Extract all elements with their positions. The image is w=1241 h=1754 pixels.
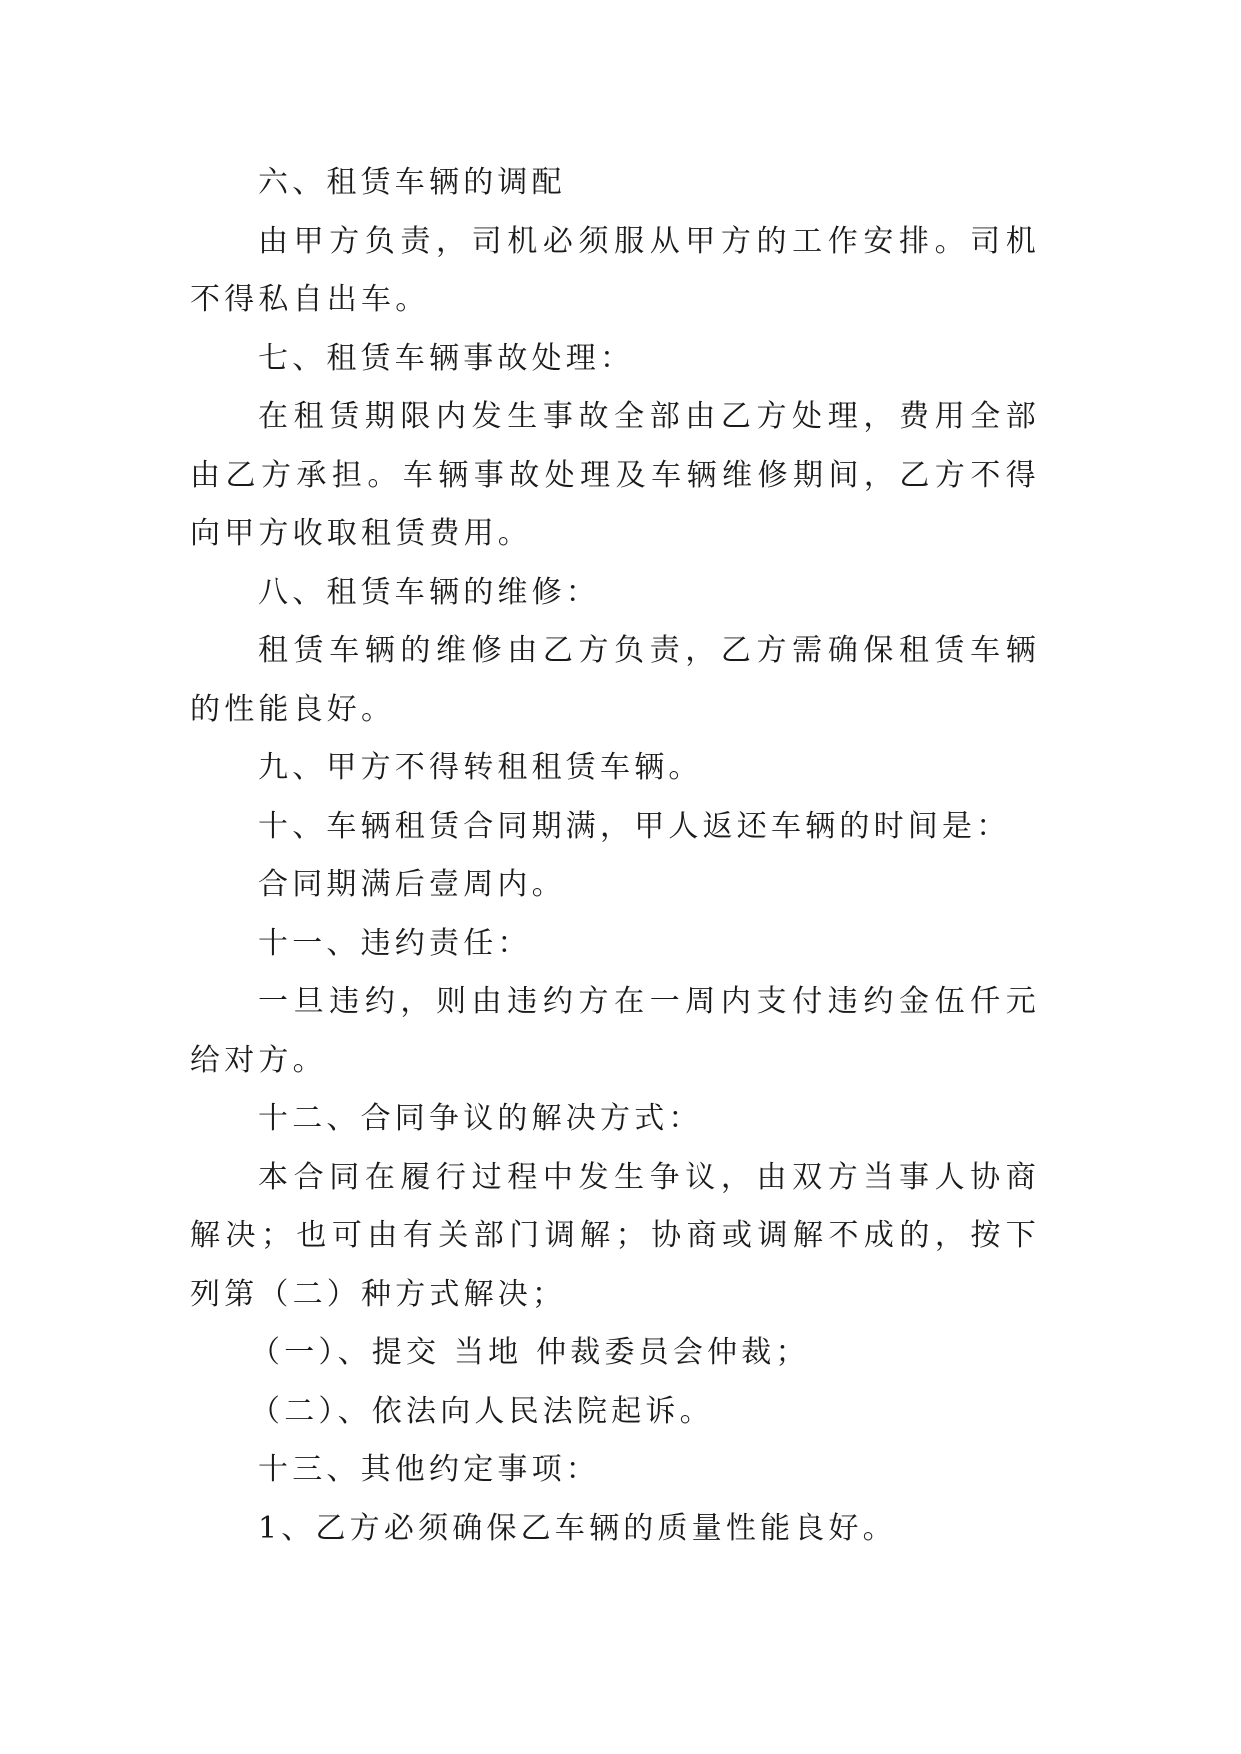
dispute-option-2: （二）、依法向人民法院起诉。 bbox=[250, 1393, 714, 1429]
section-heading-10: 十、车辆租赁合同期满，甲人返还车辆的时间是： bbox=[258, 808, 1011, 844]
section-heading-9: 九、甲方不得转租租赁车辆。 bbox=[258, 750, 703, 785]
section-heading-13: 十三、其他约定事项： bbox=[258, 1452, 600, 1487]
contract-body bbox=[190, 154, 1040, 1558]
section-body-11: 一旦违约，则由违约方在一周内支付违约金伍仟元给对方。 bbox=[190, 984, 1040, 1078]
section-body-8: 租赁车辆的维修由乙方负责，乙方需确保租赁车辆的性能良好。 bbox=[190, 633, 1040, 727]
section-heading-7: 七、租赁车辆事故处理： bbox=[258, 340, 635, 376]
section-heading-6: 六、租赁车辆的调配 bbox=[258, 165, 566, 200]
section-body-13-item-1: 1、乙方必须确保乙车辆的质量性能良好。 bbox=[258, 1510, 897, 1546]
section-heading-11: 十一、违约责任： bbox=[258, 925, 532, 961]
section-heading-12: 十二、合同争议的解决方式： bbox=[258, 1101, 703, 1136]
section-heading-8: 八、租赁车辆的维修： bbox=[258, 574, 600, 610]
section-body-10: 合同期满后壹周内。 bbox=[258, 867, 566, 902]
dispute-option-1: （一）、提交 当地 仲裁委员会仲裁； bbox=[250, 1335, 810, 1370]
section-body-12: 本合同在履行过程中发生争议，由双方当事人协商解决；也可由有关部门调解；协商或调解不成的，按下列第（二）种方式解决； bbox=[190, 1159, 1040, 1312]
section-body-7: 在租赁期限内发生事故全部由乙方处理，费用全部由乙方承担。车辆事故处理及车辆维修期间，乙方不得向甲方收取租赁费用。 bbox=[190, 399, 1040, 551]
section-body-6: 由甲方负责，司机必须服从甲方的工作安排。司机不得私自出车。 bbox=[190, 223, 1040, 317]
